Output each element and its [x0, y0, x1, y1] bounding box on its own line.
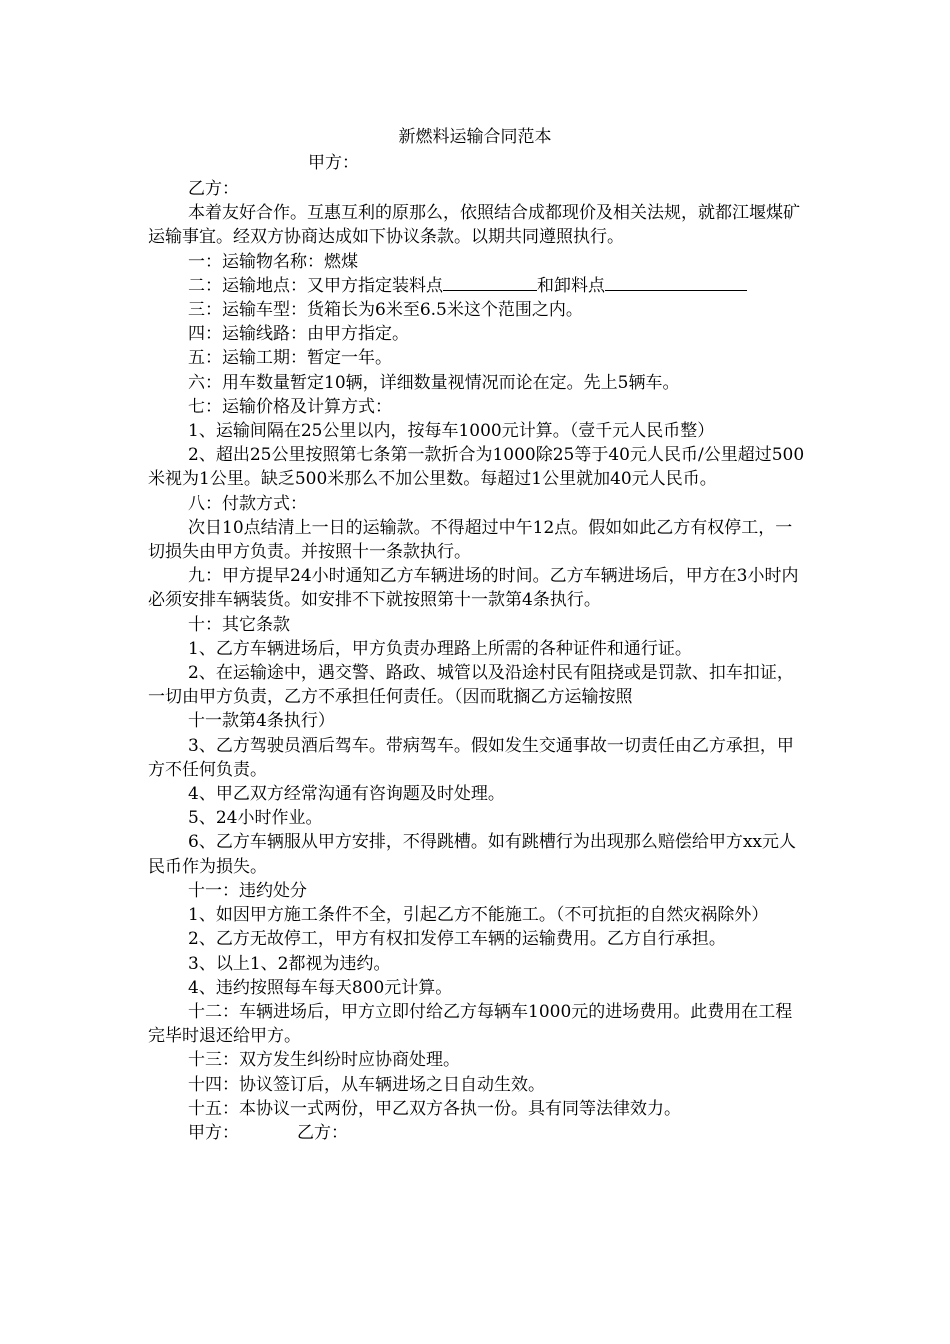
clause-1: 一：运输物名称：燃煤 [188, 251, 358, 272]
document-title: 新燃料运输合同范本 [398, 127, 552, 147]
clause-11: 十一：违约处分 [188, 880, 307, 901]
clause-13: 十三：双方发生纠纷时应协商处理。 [188, 1050, 460, 1071]
clause-4: 四：运输线路：由甲方指定。 [188, 324, 409, 345]
contract-body [148, 177, 806, 1145]
clause-11-item-3: 3、以上1、2都视为违约。 [188, 953, 391, 974]
unloading-point-blank [605, 274, 747, 291]
clause-10-item-6: 6、乙方车辆服从甲方安排，不得跳槽。如有跳槽行为出现那么赔偿给甲方xx元人民币作为损失。 [148, 832, 796, 877]
clause-7-item-2: 2、超出25公里按照第七条第一款折合为1000除25等于40元人民币/公里超过500米视为1公里。缺乏500米那么不加公里数。每超过1公里就加40元人民币。 [148, 445, 805, 490]
clause-10-item-5: 5、24小时作业。 [188, 808, 323, 829]
signature-party-a: 甲方： [188, 1122, 239, 1143]
clause-15: 十五：本协议一式两份，甲乙双方各执一份。具有同等法律效力。 [188, 1098, 681, 1119]
preamble: 本着友好合作。互惠互利的原那么，依照结合成都现价及相关法规，就都江堰煤矿运输事宜。经双方协商达成如下协议条款。以期共同遵照执行。 [148, 203, 800, 248]
clause-10-item-4: 4、甲乙双方经常沟通有咨询题及时处理。 [188, 784, 505, 805]
clause-6: 六：用车数量暂定10辆，详细数量视情况而论在定。先上5辆车。 [188, 372, 680, 393]
clause-8: 八：付款方式： [188, 493, 307, 514]
clause-3: 三：运输车型：货箱长为6米至6.5米这个范围之内。 [188, 300, 583, 321]
signature-row [148, 1121, 806, 1145]
clause-11-item-2: 2、乙方无故停工，甲方有权扣发停工车辆的运输费用。乙方自行承担。 [188, 929, 726, 950]
clause-12: 十二：车辆进场后，甲方立即付给乙方每辆车1000元的进场费用。此费用在工程完毕时退还给甲方。 [148, 1001, 793, 1047]
party-b-line: 乙方： [188, 179, 239, 199]
clause-7: 七：运输价格及计算方式： [188, 396, 392, 417]
clause-8-text: 次日10点结清上一日的运输款。不得超过中午12点。假如如此乙方有权停工，一切损失由甲方负责。并按照十一条款执行。 [148, 517, 793, 563]
clause-2-location [148, 274, 806, 298]
clause-10-item-2-cont: 十一款第4条执行） [188, 711, 335, 732]
clause-11-item-4: 4、违约按照每车每天800元计算。 [188, 977, 453, 998]
clause-10: 十：其它条款 [188, 614, 290, 635]
clause-10-item-2: 2、在运输途中，遇交警、路政、城管以及沿途村民有阻挠或是罚款、扣车扣证，一切由甲方负责，乙方不承担任何责任。（因而耽搁乙方运输按照 [148, 663, 794, 708]
party-a-header: 甲方： [308, 153, 359, 173]
signature-party-b: 乙方： [297, 1122, 348, 1143]
clause-11-item-1: 1、如因甲方施工条件不全，引起乙方不能施工。（不可抗拒的自然灾祸除外） [188, 905, 769, 926]
clause-10-item-3: 3、乙方驾驶员酒后驾车。带病驾车。假如发生交通事故一切责任由乙方承担，甲方不任何负责。 [148, 735, 794, 780]
loading-point-blank [443, 274, 537, 291]
clause-14: 十四：协议签订后，从车辆进场之日自动生效。 [188, 1074, 545, 1095]
clause-7-item-1: 1、运输间隔在25公里以内，按每车1000元计算。（壹千元人民币整） [188, 421, 715, 442]
clause-5: 五：运输工期：暂定一年。 [188, 348, 392, 369]
clause-10-item-1: 1、乙方车辆进场后，甲方负责办理路上所需的各种证件和通行证。 [188, 638, 692, 659]
clause-2-prefix: 二：运输地点：又甲方指定装料点 [188, 275, 443, 296]
clause-9: 九：甲方提早24小时通知乙方车辆进场的时间。乙方车辆进场后，甲方在3小时内必须安排车辆装货。如安排不下就按照第十一款第4条执行。 [148, 566, 799, 611]
clause-2-middle: 和卸料点 [537, 275, 605, 296]
